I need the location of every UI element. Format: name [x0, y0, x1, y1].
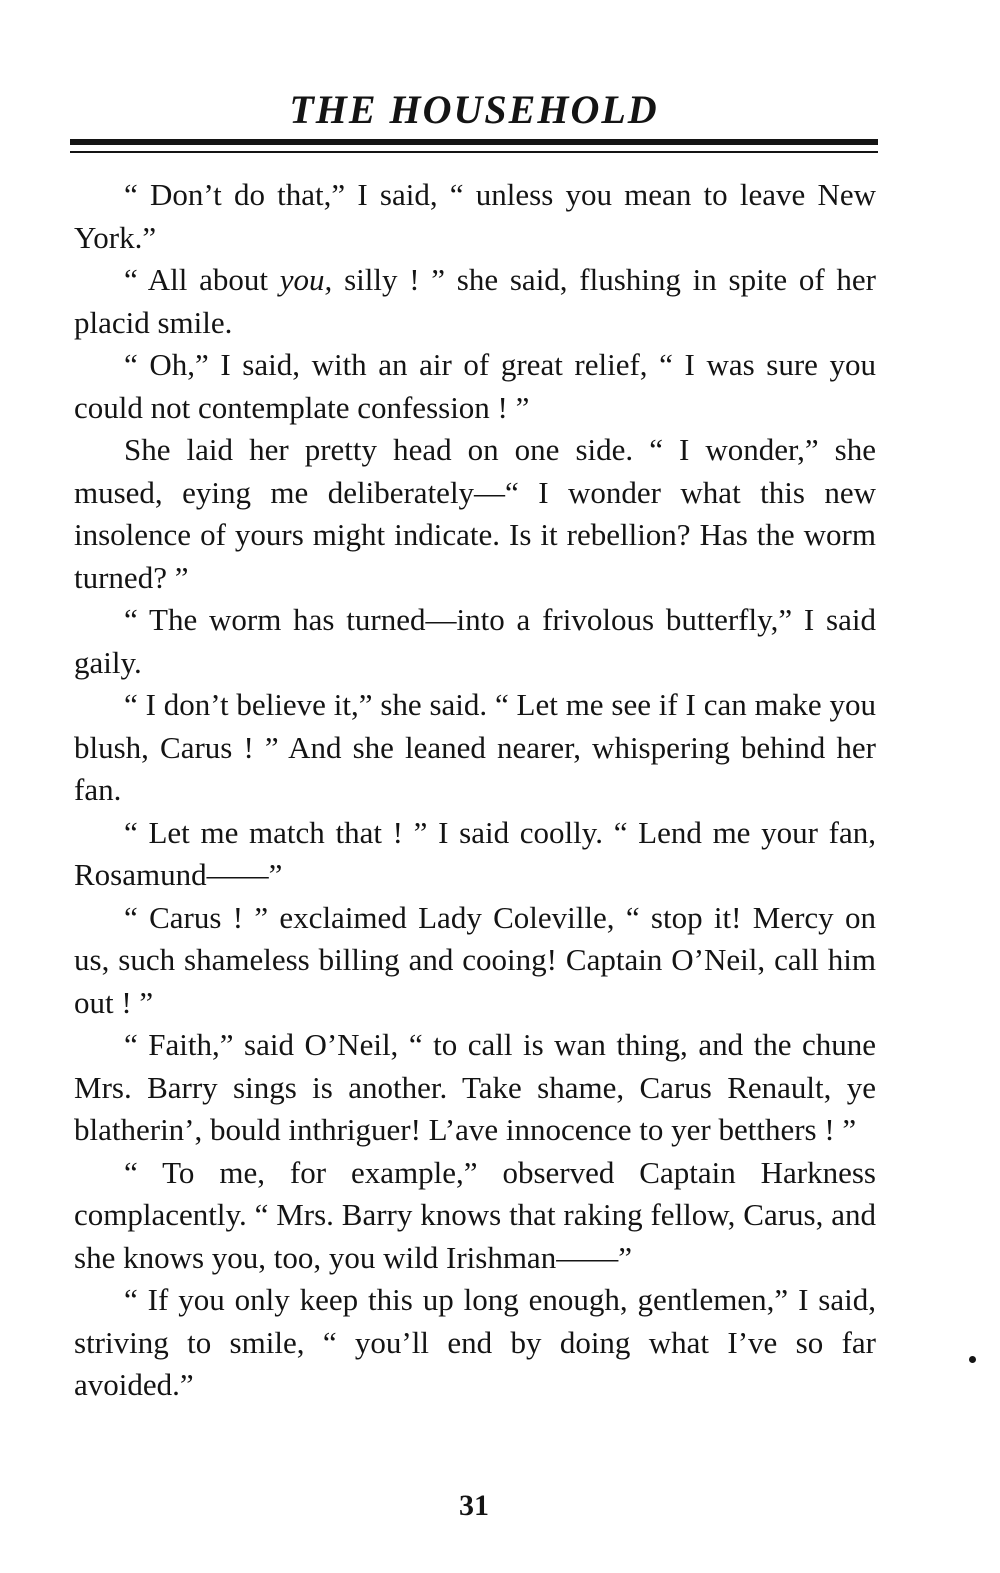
paragraph: She laid her pretty head on one side. “ I wonder,” she mused, eying me deliberately—“ I wonder what this new insolence of yours might indicate. Is it rebellion? Has the worm turned? ” [74, 432, 876, 595]
paragraph-text: silly ! ” she said, flushing in spite of her placid smile. [74, 262, 876, 340]
paragraph [74, 259, 876, 344]
paragraph: “ Don’t do that,” I said, “ unless you mean to leave New York.” [74, 177, 876, 255]
paragraph: “ Oh,” I said, with an air of great relief, “ I was sure you could not contemplate confession ! ” [74, 347, 876, 425]
emphasis-text: you, [279, 262, 333, 297]
paragraph-text: “ All about [124, 262, 280, 297]
paragraph: “ Let me match that ! ” I said coolly. “ Lend me your fan, Rosamund——” [74, 814, 876, 892]
paragraph: “ If you only keep this up long enough, gentlemen,” I said, striving to smile, “ you’ll end by doing what I’ve so far avoided.” [74, 1282, 876, 1402]
body-text [74, 174, 876, 1407]
running-title: THE HOUSEHOLD [289, 87, 659, 132]
margin-mark [969, 1356, 976, 1363]
header-rule-thick [70, 139, 878, 145]
paragraph: “ The worm has turned—into a frivolous butterfly,” I said gaily. [74, 602, 876, 680]
paragraph: “ To me, for example,” observed Captain Harkness complacently. “ Mrs. Barry knows that raking fellow, Carus, and she knows you, too, you wild Irishman——” [74, 1154, 876, 1275]
page-number: 31 [459, 1489, 489, 1522]
header-rule-thin [70, 151, 878, 153]
paragraph: “ Carus ! ” exclaimed Lady Coleville, “ stop it! Mercy on us, such shameless billing and cooing! Captain O’Neil, call him out ! ” [74, 899, 876, 1020]
paragraph: “ Faith,” said O’Neil, “ to call is wan thing, and the chune Mrs. Barry sings is another. Take shame, Carus Renault, ye blatherin’, bould inthriguer! L’ave innocence to yer betthers ! ” [74, 1027, 876, 1147]
paragraph: “ I don’t believe it,” she said. “ Let me see if I can make you blush, Carus ! ” And she leaned nearer, whispering behind her fan. [74, 687, 876, 807]
